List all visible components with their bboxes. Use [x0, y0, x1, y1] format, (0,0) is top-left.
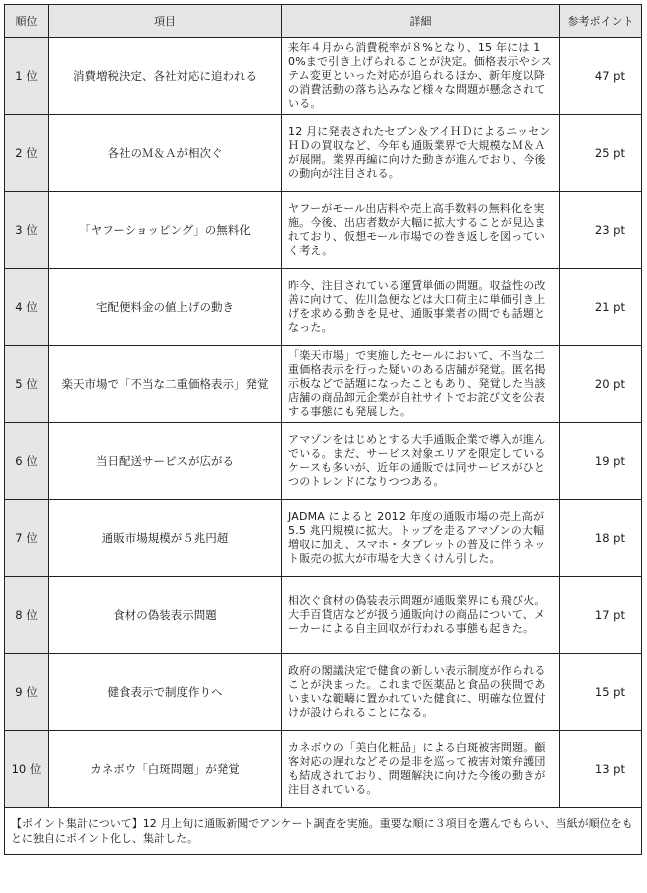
table-row — [5, 269, 642, 346]
table-row — [5, 731, 642, 808]
detail-cell: 相次ぐ食材の偽装表示問題が通販業界にも飛び火。大手百貨店などが扱う通販向けの商品について、メーカーによる自主回収が行われる事態も起きた。 — [282, 577, 560, 654]
table-row — [5, 500, 642, 577]
rank-cell: 4 位 — [5, 269, 49, 346]
detail-cell: 政府の閣議決定で健食の新しい表示制度が作られることが決まった。これまで医薬品と食品の狭間であいまいな範疇に置かれていた健食に、明確な位置付けが設けられることになる。 — [282, 654, 560, 731]
footnote-row — [5, 808, 642, 855]
item-cell: 「ヤフーショッピング」の無料化 — [49, 192, 282, 269]
table-row — [5, 115, 642, 192]
item-cell: 各社のＭ＆Ａが相次ぐ — [49, 115, 282, 192]
points-cell: 20 pt — [560, 346, 642, 423]
points-cell: 47 pt — [560, 38, 642, 115]
detail-cell: ヤフーがモール出店料や売上高手数料の無料化を実施。今後、出店者数が大幅に拡大することが見込まれており、仮想モール市場での巻き返しを図っていく考え。 — [282, 192, 560, 269]
item-cell: 食材の偽装表示問題 — [49, 577, 282, 654]
ranking-table — [4, 4, 642, 855]
points-cell: 25 pt — [560, 115, 642, 192]
rank-cell: 2 位 — [5, 115, 49, 192]
header-item: 項目 — [49, 5, 282, 38]
table-row — [5, 346, 642, 423]
points-cell: 18 pt — [560, 500, 642, 577]
detail-cell: 来年４月から消費税率が８%となり、15 年には 10%まで引き上げられることが決定。価格表示やシステム変更といった対応が追られるほか、新年度以降の消費活動の落ち込みなど様々な問題が懸念されている。 — [282, 38, 560, 115]
footnote-text: 【ポイント集計について】12 月上旬に通販新聞でアンケート調査を実施。重要な順に３項目を選んでもらい、当紙が順位をもとに独自にポイント化し、集計した。 — [5, 808, 642, 855]
points-cell: 17 pt — [560, 577, 642, 654]
points-cell: 21 pt — [560, 269, 642, 346]
detail-cell: JADMA によると 2012 年度の通販市場の売上高が 5.5 兆円規模に拡大。トップを走るアマゾンの大幅増収に加え、スマホ・タブレットの普及に伴うネット販売の拡大が市場を大きくけん引した。 — [282, 500, 560, 577]
detail-cell: 「楽天市場」で実施したセールにおいて、不当な二重価格表示を行った疑いのある店舗が発覚。匿名掲示板などで話題になったこともあり、発覚した当該店舗の商品卸元企業が自社サイトでお詫び文を公表する事態にも発展した。 — [282, 346, 560, 423]
header-rank: 順位 — [5, 5, 49, 38]
points-cell: 23 pt — [560, 192, 642, 269]
table-header-row — [5, 5, 642, 38]
detail-cell: カネボウの「美白化粧品」による白斑被害問題。顧客対応の遅れなどその是非を巡って被害対策弁護団も結成されており、問題解決に向けた今後の動きが注目されている。 — [282, 731, 560, 808]
table-row — [5, 192, 642, 269]
item-cell: 消費増税決定、各社対応に追われる — [49, 38, 282, 115]
ranking-table-container — [4, 4, 641, 855]
rank-cell: 6 位 — [5, 423, 49, 500]
item-cell: 通販市場規模が５兆円超 — [49, 500, 282, 577]
rank-cell: 3 位 — [5, 192, 49, 269]
item-cell: 健食表示で制度作りへ — [49, 654, 282, 731]
points-cell: 13 pt — [560, 731, 642, 808]
rank-cell: 10 位 — [5, 731, 49, 808]
rank-cell: 5 位 — [5, 346, 49, 423]
item-cell: 宅配便料金の値上げの動き — [49, 269, 282, 346]
item-cell: カネボウ「白斑問題」が発覚 — [49, 731, 282, 808]
table-row — [5, 38, 642, 115]
header-detail: 詳細 — [282, 5, 560, 38]
detail-cell: 昨今、注目されている運賃単価の問題。収益性の改善に向けて、佐川急便などは大口荷主に単価引き上げを求める動きを見せ、通販事業者の間でも話題となった。 — [282, 269, 560, 346]
detail-cell: 12 月に発表されたセブン＆アイＨＤによるニッセンＨＤの買収など、今年も通販業界で大規模なＭ＆Ａが展開。業界再編に向けた動きが進んでおり、今後の動向が注目される。 — [282, 115, 560, 192]
item-cell: 楽天市場で「不当な二重価格表示」発覚 — [49, 346, 282, 423]
rank-cell: 1 位 — [5, 38, 49, 115]
rank-cell: 8 位 — [5, 577, 49, 654]
points-cell: 15 pt — [560, 654, 642, 731]
item-cell: 当日配送サービスが広がる — [49, 423, 282, 500]
rank-cell: 7 位 — [5, 500, 49, 577]
rank-cell: 9 位 — [5, 654, 49, 731]
table-row — [5, 423, 642, 500]
table-row — [5, 654, 642, 731]
detail-cell: アマゾンをはじめとする大手通販企業で導入が進んでいる。まだ、サービス対象エリアを限定しているケースも多いが、近年の通販では同サービスがひとつのトレンドになりつつある。 — [282, 423, 560, 500]
header-points: 参考ポイント — [560, 5, 642, 38]
table-row — [5, 577, 642, 654]
points-cell: 19 pt — [560, 423, 642, 500]
